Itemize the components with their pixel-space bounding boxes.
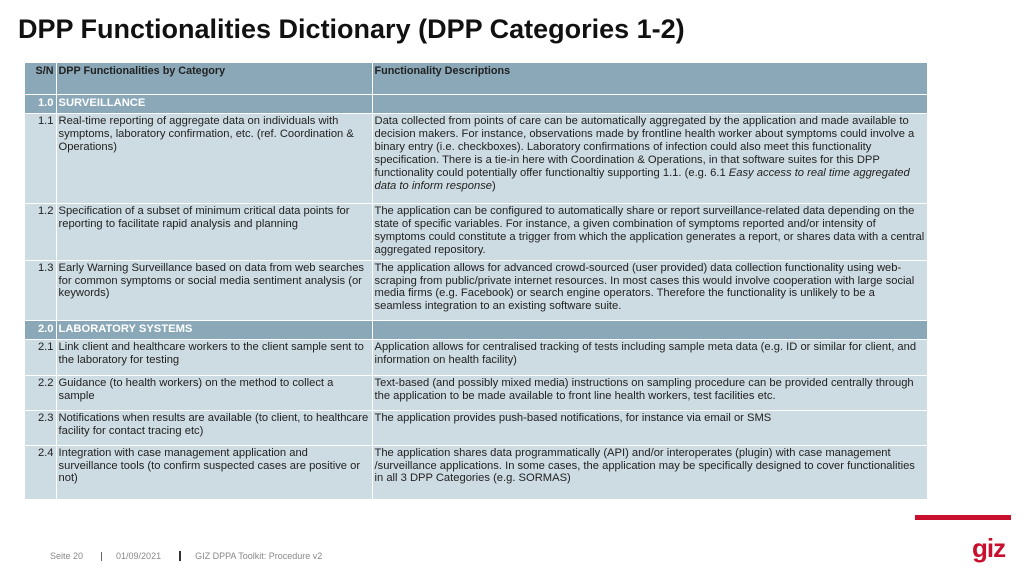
row-description: The application shares data programmatically (API) and/or interoperates (plugin) with case management /surveillance applications. In some cases, the application may be specifically designed to cover functionalities in all 3 DPP Categories (e.g. SORMAS): [372, 445, 927, 499]
table-row: [25, 114, 927, 204]
table-row: [25, 260, 927, 320]
footer-date: 01/09/2021: [116, 551, 162, 561]
table-row: [25, 375, 927, 410]
table-row: [25, 339, 927, 375]
section-empty-cell: [372, 95, 927, 114]
functionalities-table: [25, 63, 927, 500]
row-description: Application allows for centralised tracking of tests including sample meta data (e.g. ID or similar for client, and information on health facility): [372, 339, 927, 375]
row-functionality: Real-time reporting of aggregate data on individuals with symptoms, laboratory confirmation, etc. (ref. Coordination & Operations): [56, 114, 372, 204]
footer: [50, 551, 322, 561]
row-description: The application provides push-based notifications, for instance via email or SMS: [372, 410, 927, 445]
header-functionality: DPP Functionalities by Category: [56, 63, 372, 95]
row-description: [372, 114, 927, 204]
row-functionality: Notifications when results are available (to client, to healthcare facility for contact tracing etc): [56, 410, 372, 445]
footer-document-name: GIZ DPPA Toolkit: Procedure v2: [195, 551, 323, 561]
section-row-laboratory-systems: [25, 320, 927, 339]
row-sn: 1.3: [25, 260, 56, 320]
row-description: Text-based (and possibly mixed media) instructions on sampling procedure can be provided centrally through the application to be made available to front line health workers, test facilities etc.: [372, 375, 927, 410]
row-description: The application can be configured to automatically share or report surveillance-related data depending on the state of specific variables. For instance, a given combination of symptoms reported and/or intensity of symptoms could constitute a trigger from which the application generates a report, or shares data with a central aggregated repository.: [372, 204, 927, 261]
row-functionality: Early Warning Surveillance based on data from web searches for common symptoms or social media sentiment analysis (or keywords): [56, 260, 372, 320]
row-functionality: Specification of a subset of minimum critical data points for reporting to facilitate rapid analysis and planning: [56, 204, 372, 261]
row-sn: 2.4: [25, 445, 56, 499]
section-label: SURVEILLANCE: [56, 95, 372, 114]
row-description-tail: ): [492, 179, 496, 192]
section-sn: 2.0: [25, 320, 56, 339]
row-functionality: Link client and healthcare workers to the client sample sent to the laboratory for testing: [56, 339, 372, 375]
row-description: The application allows for advanced crowd-sourced (user provided) data collection functionality using web-scraping from public/private internet resources. In most cases this would involve cooperation with large social media firms (e.g. Facebook) or search engine operators. Therefore the functionality is unlikely to be a seamless integration to an existing software suite.: [372, 260, 927, 320]
row-sn: 2.3: [25, 410, 56, 445]
header-sn: S/N: [25, 63, 56, 95]
table-row: [25, 445, 927, 499]
row-sn: 1.2: [25, 204, 56, 261]
page-title: DPP Functionalities Dictionary (DPP Categories 1-2): [18, 14, 685, 44]
table-row: [25, 204, 927, 261]
row-description-text: Data collected from points of care can be automatically aggregated by the application and made available to decision makers. For instance, observations made by frontline health worker about symptoms could involve a binary entry (i.e. checkboxes). Laboratory confirmations of infection could also meet this functionality specification. There is a tie-in here with Coordination & Operations, in that software suites for this DPP functionality could potentially offer functionaltiy supporting 1.1. (e.g. 6.1: [374, 115, 915, 179]
row-description-italic: Easy access to real time aggregated data to inform response: [374, 166, 910, 192]
table-row: [25, 410, 927, 445]
section-row-surveillance: [25, 95, 927, 114]
section-label: LABORATORY SYSTEMS: [56, 320, 372, 339]
footer-divider: [179, 551, 181, 561]
section-empty-cell: [372, 320, 927, 339]
footer-divider: [101, 552, 102, 561]
row-sn: 1.1: [25, 114, 56, 204]
brand-accent-bar: [915, 515, 1011, 520]
footer-page-number: Seite 20: [50, 551, 84, 561]
section-sn: 1.0: [25, 95, 56, 114]
header-description: Functionality Descriptions: [372, 63, 927, 95]
row-sn: 2.1: [25, 339, 56, 375]
row-sn: 2.2: [25, 375, 56, 410]
row-functionality: Integration with case management application and surveillance tools (to confirm suspected cases are positive or not): [56, 445, 372, 499]
table-header-row: [25, 63, 927, 95]
row-functionality: Guidance (to health workers) on the method to collect a sample: [56, 375, 372, 410]
giz-logo: giz: [972, 533, 1006, 563]
